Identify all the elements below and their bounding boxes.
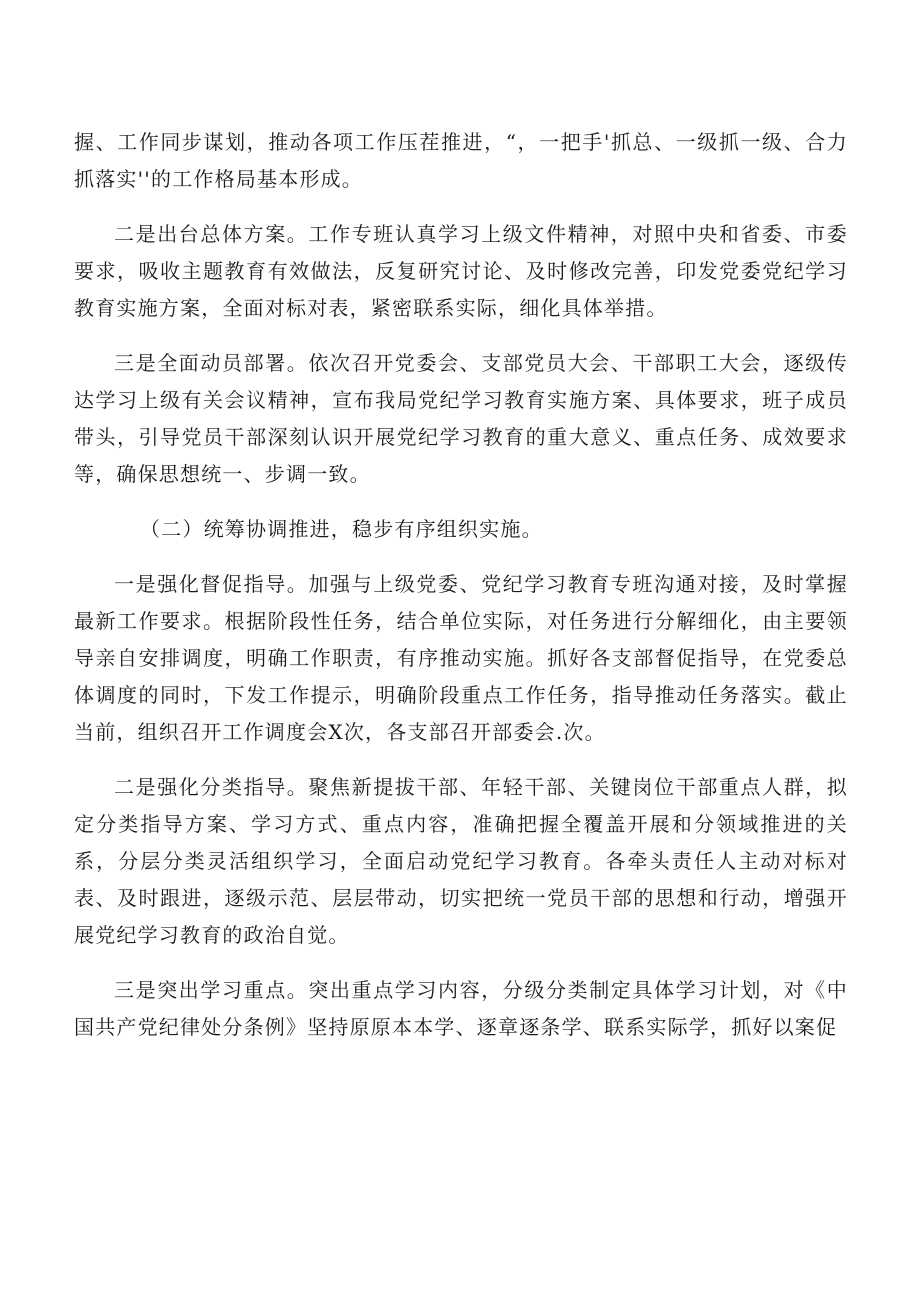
paragraph-study-focus: 三是突出学习重点。突出重点学习内容，分级分类制定具体学习计划，对《中国共产党纪律处分条例》坚持原原本本学、逐章逐条学、联系实际学，抓好以案促 xyxy=(74,978,848,1039)
paragraph-supervision: 一是强化督促指导。加强与上级党委、党纪学习教育专班沟通对接，及时掌握最新工作要求。根据阶段性任务，结合单位实际，对任务进行分解细化，由主要领导亲自安排调度，明确工作职责，有序推动实施。抓好各支部督促指导，在党委总体调度的同时，下发工作提示，明确阶段重点工作任务，指导推动任务落实。截止当前，组织召开工作调度会X次，各支部召开部委会.次。 xyxy=(74,572,848,744)
section-heading: （二）统筹协调推进，稳步有序组织实施。 xyxy=(140,517,543,541)
paragraph-classified-guidance: 二是强化分类指导。聚焦新提拔干部、年轻干部、关键岗位干部重点人群，拟定分类指导方案、学习方式、重点内容，准确把握全覆盖开展和分领域推进的关系，分层分类灵活组织学习，全面启动党纪学习教育。各牵头责任人主动对标对表、及时跟进，逐级示范、层层带动，切实把统一党员干部的思想和行动，增强开展党纪学习教育的政治自觉。 xyxy=(74,775,848,947)
paragraph-continuation: 握、工作同步谋划，推动各项工作压茬推进，“，一把手'抓总、一级抓一级、合力抓落实''的工作格局基本形成。 xyxy=(74,130,848,191)
paragraph-mobilization: 三是全面动员部署。依次召开党委会、支部党员大会、干部职工大会，逐级传达学习上级有关会议精神，宣布我局党纪学习教育实施方案、具体要求，班子成员带头，引导党员干部深刻认识开展党纪学习教育的重大意义、重点任务、成效要求等，确保思想统一、步调一致。 xyxy=(74,351,848,486)
paragraph-overall-plan: 二是出台总体方案。工作专班认真学习上级文件精神，对照中央和省委、市委要求，吸收主题教育有效做法，反复研究讨论、及时修改完善，印发党委党纪学习教育实施方案，全面对标对表，紧密联系实际，细化具体举措。 xyxy=(74,222,848,320)
